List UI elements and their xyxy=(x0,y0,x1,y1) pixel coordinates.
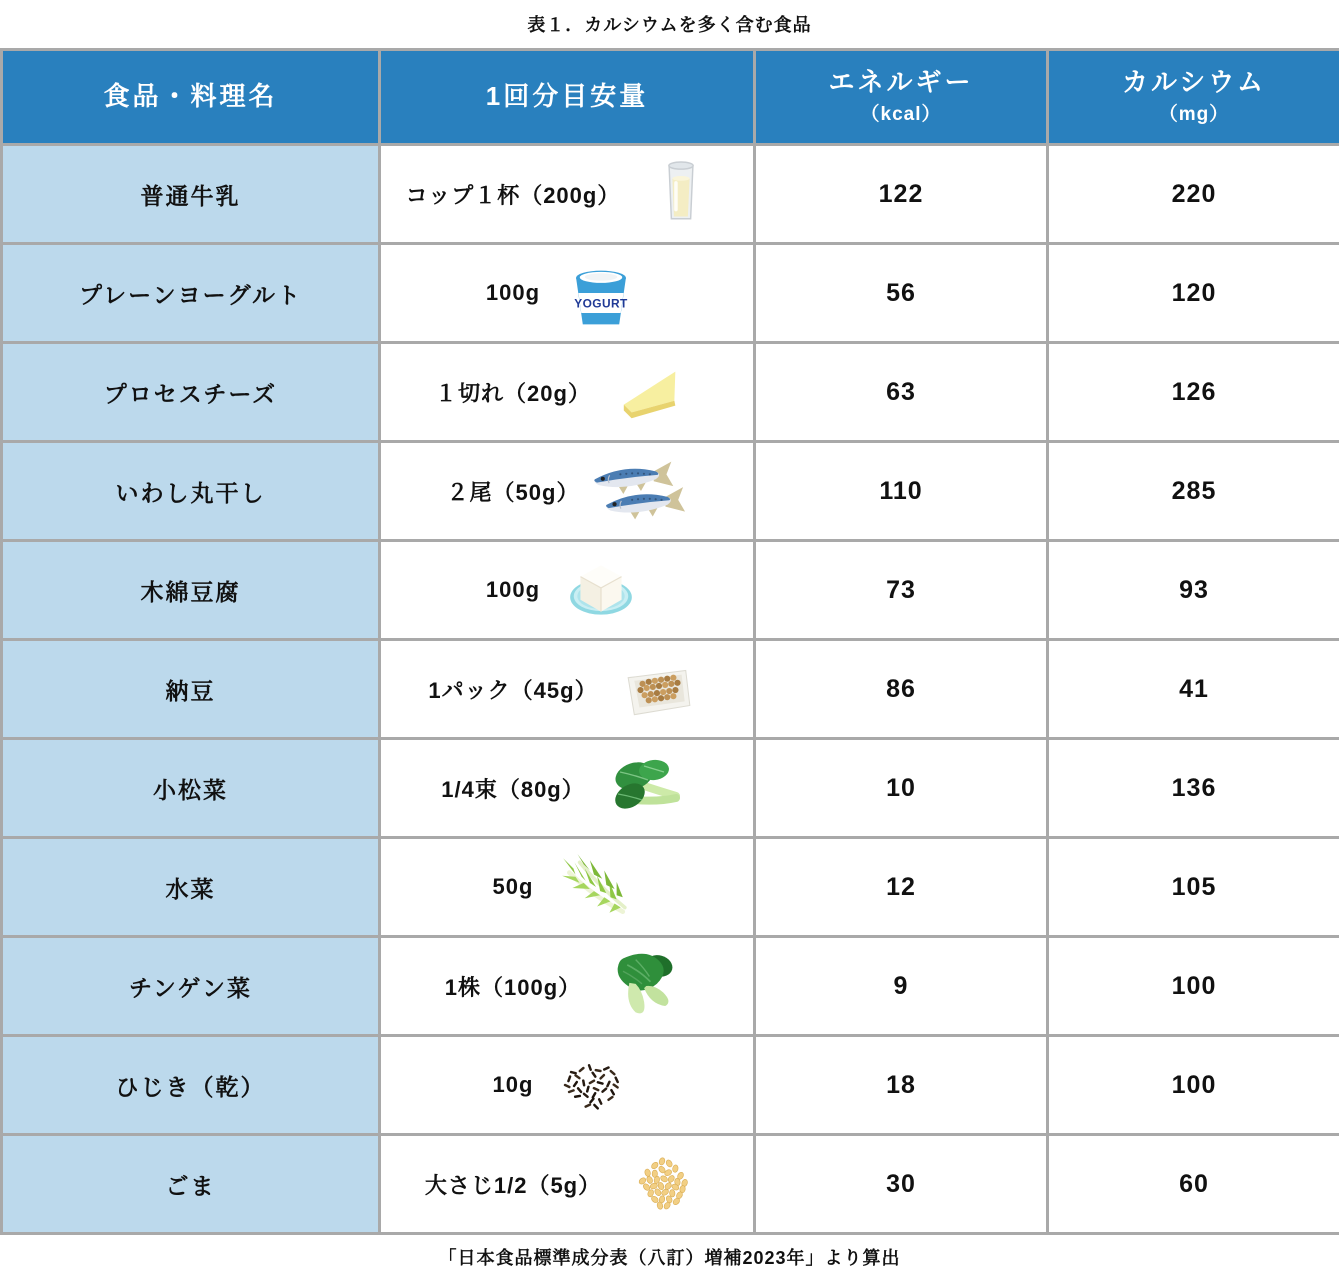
serving-wrap xyxy=(381,841,753,933)
calcium-value-cell: 93 xyxy=(1048,541,1339,640)
food-name-cell: 水菜 xyxy=(2,838,380,937)
serving-cell xyxy=(380,838,755,937)
table-row xyxy=(2,541,1339,640)
header-row xyxy=(2,50,1339,145)
table-header xyxy=(2,50,1339,145)
serving-wrap xyxy=(381,1138,753,1230)
header-food-label: 食品・料理名 xyxy=(3,82,378,112)
serving-cell xyxy=(380,1135,755,1234)
energy-value-cell: 10 xyxy=(755,739,1048,838)
serving-wrap xyxy=(381,247,753,339)
table-row xyxy=(2,145,1339,244)
mizuna-icon xyxy=(550,850,638,924)
sesame-icon xyxy=(623,1147,701,1221)
calcium-value-cell: 60 xyxy=(1048,1135,1339,1234)
serving-cell xyxy=(380,244,755,343)
table-row xyxy=(2,1135,1339,1234)
serving-amount: 1パック（45g） xyxy=(428,674,597,705)
header-energy-unit: （kcal） xyxy=(756,99,1046,126)
header-calcium-unit: （mg） xyxy=(1049,99,1339,126)
komatsuna-icon xyxy=(603,752,689,824)
food-name-cell: いわし丸干し xyxy=(2,442,380,541)
serving-amount: 1/4束（80g） xyxy=(441,773,585,804)
food-name-cell: ごま xyxy=(2,1135,380,1234)
food-name-cell: プレーンヨーグルト xyxy=(2,244,380,343)
serving-wrap xyxy=(381,643,753,735)
calcium-value-cell: 100 xyxy=(1048,1036,1339,1135)
energy-value-cell: 9 xyxy=(755,937,1048,1036)
calcium-value-cell: 105 xyxy=(1048,838,1339,937)
food-name-cell: ひじき（乾） xyxy=(2,1036,380,1135)
komatsuna-icon xyxy=(599,742,693,834)
bokchoy-icon xyxy=(595,940,689,1032)
tofu-icon xyxy=(561,553,641,627)
calcium-value-cell: 126 xyxy=(1048,343,1339,442)
serving-wrap xyxy=(381,445,753,537)
food-name-cell: 納豆 xyxy=(2,640,380,739)
serving-amount: 100g xyxy=(486,280,540,306)
sardines-icon xyxy=(593,445,687,537)
page-title: 表１．カルシウムを多く含む食品 xyxy=(0,0,1339,48)
serving-wrap xyxy=(381,940,753,1032)
serving-wrap xyxy=(381,346,753,438)
calcium-value-cell: 285 xyxy=(1048,442,1339,541)
serving-amount: ２尾（50g） xyxy=(447,476,580,507)
energy-value-cell: 63 xyxy=(755,343,1048,442)
serving-amount: 1株（100g） xyxy=(445,971,581,1002)
serving-wrap xyxy=(381,742,753,834)
yogurt-cup-icon xyxy=(554,247,648,339)
energy-value-cell: 30 xyxy=(755,1135,1048,1234)
hijiki-icon xyxy=(550,1052,638,1118)
food-name-cell: 普通牛乳 xyxy=(2,145,380,244)
serving-cell xyxy=(380,1036,755,1135)
source-note: 「日本食品標準成分表（八訂）増補2023年」より算出 xyxy=(0,1235,1339,1278)
energy-value-cell: 12 xyxy=(755,838,1048,937)
serving-cell xyxy=(380,145,755,244)
energy-value-cell: 86 xyxy=(755,640,1048,739)
calcium-value-cell: 41 xyxy=(1048,640,1339,739)
table-row xyxy=(2,739,1339,838)
table-row xyxy=(2,1036,1339,1135)
serving-cell xyxy=(380,442,755,541)
serving-cell xyxy=(380,343,755,442)
table-row xyxy=(2,244,1339,343)
header-energy-label: エネルギー xyxy=(756,68,1046,98)
serving-cell xyxy=(380,541,755,640)
serving-wrap xyxy=(381,148,753,240)
calcium-table xyxy=(0,48,1339,1235)
food-name-cell: プロセスチーズ xyxy=(2,343,380,442)
serving-amount: 10g xyxy=(493,1072,534,1098)
table-row xyxy=(2,838,1339,937)
table-row xyxy=(2,937,1339,1036)
header-energy xyxy=(755,50,1048,145)
energy-value-cell: 18 xyxy=(755,1036,1048,1135)
mizuna-icon xyxy=(547,841,641,933)
serving-cell xyxy=(380,937,755,1036)
serving-amount: １切れ（20g） xyxy=(435,377,591,408)
food-name-cell: 小松菜 xyxy=(2,739,380,838)
serving-wrap xyxy=(381,544,753,636)
natto-icon xyxy=(612,643,706,735)
svg-text:YOGURT: YOGURT xyxy=(574,297,628,311)
serving-amount: 大さじ1/2（5g） xyxy=(425,1169,601,1200)
serving-amount: コップ１杯（200g） xyxy=(406,179,621,210)
table-body xyxy=(2,145,1339,1234)
table-row xyxy=(2,442,1339,541)
sesame-icon xyxy=(615,1138,709,1230)
table-row xyxy=(2,343,1339,442)
header-serving-label: 1回分目安量 xyxy=(381,82,753,112)
cheese-icon xyxy=(605,346,699,438)
header-calcium xyxy=(1048,50,1339,145)
sardines-icon xyxy=(593,456,687,526)
energy-value-cell: 110 xyxy=(755,442,1048,541)
cheese-icon xyxy=(612,357,692,427)
serving-cell xyxy=(380,739,755,838)
food-name-cell: チンゲン菜 xyxy=(2,937,380,1036)
milk-glass-icon xyxy=(634,148,728,240)
natto-icon xyxy=(618,652,700,726)
serving-amount: 50g xyxy=(493,874,534,900)
calcium-value-cell: 136 xyxy=(1048,739,1339,838)
table-row xyxy=(2,640,1339,739)
calcium-value-cell: 220 xyxy=(1048,145,1339,244)
serving-cell xyxy=(380,640,755,739)
calcium-value-cell: 100 xyxy=(1048,937,1339,1036)
serving-wrap xyxy=(381,1039,753,1131)
header-calcium-label: カルシウム xyxy=(1049,68,1339,98)
tofu-icon xyxy=(554,544,648,636)
bokchoy-icon xyxy=(602,948,682,1024)
header-serving xyxy=(380,50,755,145)
serving-amount: 100g xyxy=(486,577,540,603)
hijiki-icon xyxy=(547,1039,641,1131)
yogurt-cup-icon xyxy=(561,254,641,332)
energy-value-cell: 73 xyxy=(755,541,1048,640)
milk-glass-icon xyxy=(648,156,714,232)
header-food xyxy=(2,50,380,145)
food-name-cell: 木綿豆腐 xyxy=(2,541,380,640)
energy-value-cell: 122 xyxy=(755,145,1048,244)
energy-value-cell: 56 xyxy=(755,244,1048,343)
calcium-value-cell: 120 xyxy=(1048,244,1339,343)
